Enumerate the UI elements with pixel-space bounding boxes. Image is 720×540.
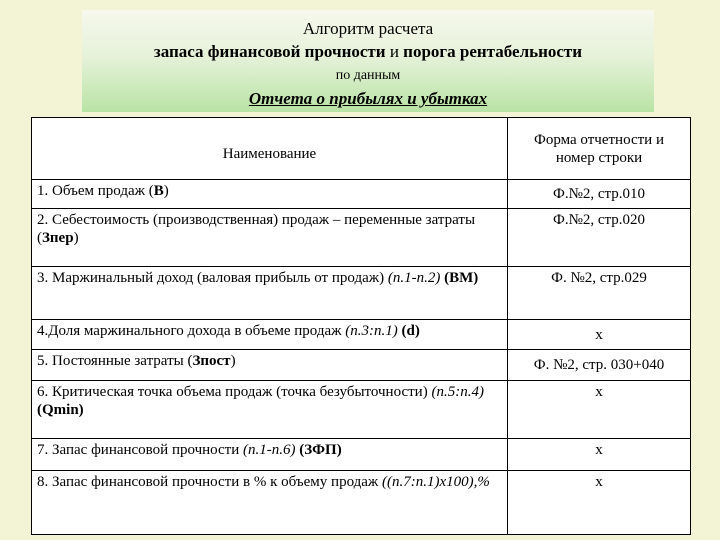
table-row bbox=[32, 209, 691, 267]
table-row bbox=[32, 471, 691, 535]
row-symbol: (ЗФП) bbox=[299, 442, 342, 458]
row-text: 5. Постоянные затраты ( bbox=[37, 353, 193, 369]
row-form: х bbox=[508, 320, 691, 350]
row-form: х bbox=[508, 439, 691, 471]
title-line-3: по данным bbox=[335, 68, 401, 83]
row-form: х bbox=[508, 471, 691, 535]
row-symbol: Зпост bbox=[192, 353, 231, 369]
row-formula: ((п.7:п.1)х100),% bbox=[382, 474, 490, 490]
row-symbol: (Qmin) bbox=[37, 402, 84, 418]
title-part-b: порога рентабельности bbox=[403, 42, 583, 61]
row-name bbox=[32, 209, 508, 267]
row-form: Ф.№2, стр.020 bbox=[508, 209, 691, 267]
row-text: 6. Критическая точка объема продаж (точка безубыточности) bbox=[37, 384, 432, 400]
header-name: Наименование bbox=[32, 118, 508, 180]
row-formula: (п.1-п.2) bbox=[387, 270, 441, 286]
algorithm-table bbox=[31, 117, 691, 535]
table-row bbox=[32, 350, 691, 381]
row-name bbox=[32, 381, 508, 439]
row-symbol: В bbox=[153, 183, 164, 199]
table-row bbox=[32, 439, 691, 471]
row-name bbox=[32, 350, 508, 381]
table-row bbox=[32, 180, 691, 209]
table-row bbox=[32, 267, 691, 320]
row-formula: (п.1-п.6) bbox=[243, 442, 296, 458]
table-row bbox=[32, 381, 691, 439]
row-text-end: ) bbox=[163, 183, 169, 199]
title-line-1: Алгоритм расчета bbox=[302, 19, 434, 38]
row-text: 4.Доля маржинального дохода в объеме продаж bbox=[37, 323, 346, 339]
title-line-2 bbox=[82, 42, 654, 62]
row-form: Ф.№2, стр.010 bbox=[508, 180, 691, 209]
title-line-4: Отчета о прибылях и убытках bbox=[248, 89, 488, 108]
table-row bbox=[32, 320, 691, 350]
row-text: 8. Запас финансовой прочности в % к объему продаж bbox=[37, 474, 383, 490]
row-name bbox=[32, 267, 508, 320]
row-symbol: (d) bbox=[401, 323, 420, 339]
row-symbol: (ВМ) bbox=[444, 270, 479, 286]
row-text: 3. Маржинальный доход (валовая прибыль от продаж) bbox=[37, 270, 388, 286]
row-formula: (п.5:п.4) bbox=[431, 384, 484, 400]
row-text-end: ) bbox=[73, 230, 79, 246]
row-text: 1. Объем продаж ( bbox=[37, 183, 154, 199]
row-symbol: Зпер bbox=[42, 230, 74, 246]
row-form: Ф. №2, стр. 030+040 bbox=[508, 350, 691, 381]
row-name bbox=[32, 320, 508, 350]
row-text: 7. Запас финансовой прочности bbox=[37, 442, 244, 458]
header-form: Форма отчетности и номер строки bbox=[508, 118, 691, 180]
row-form: х bbox=[508, 381, 691, 439]
row-formula: (п.3:п.1) bbox=[345, 323, 398, 339]
table-header-row bbox=[32, 118, 691, 180]
row-name bbox=[32, 471, 508, 535]
row-name bbox=[32, 439, 508, 471]
title-banner bbox=[82, 10, 654, 112]
title-part-a: запаса финансовой прочности bbox=[153, 42, 386, 61]
row-name bbox=[32, 180, 508, 209]
row-text: 2. Себестоимость (производственная) продаж – переменные затраты ( bbox=[37, 212, 476, 246]
title-conjunction: и bbox=[389, 42, 399, 61]
row-text-end: ) bbox=[230, 353, 236, 369]
row-form: Ф. №2, стр.029 bbox=[508, 267, 691, 320]
